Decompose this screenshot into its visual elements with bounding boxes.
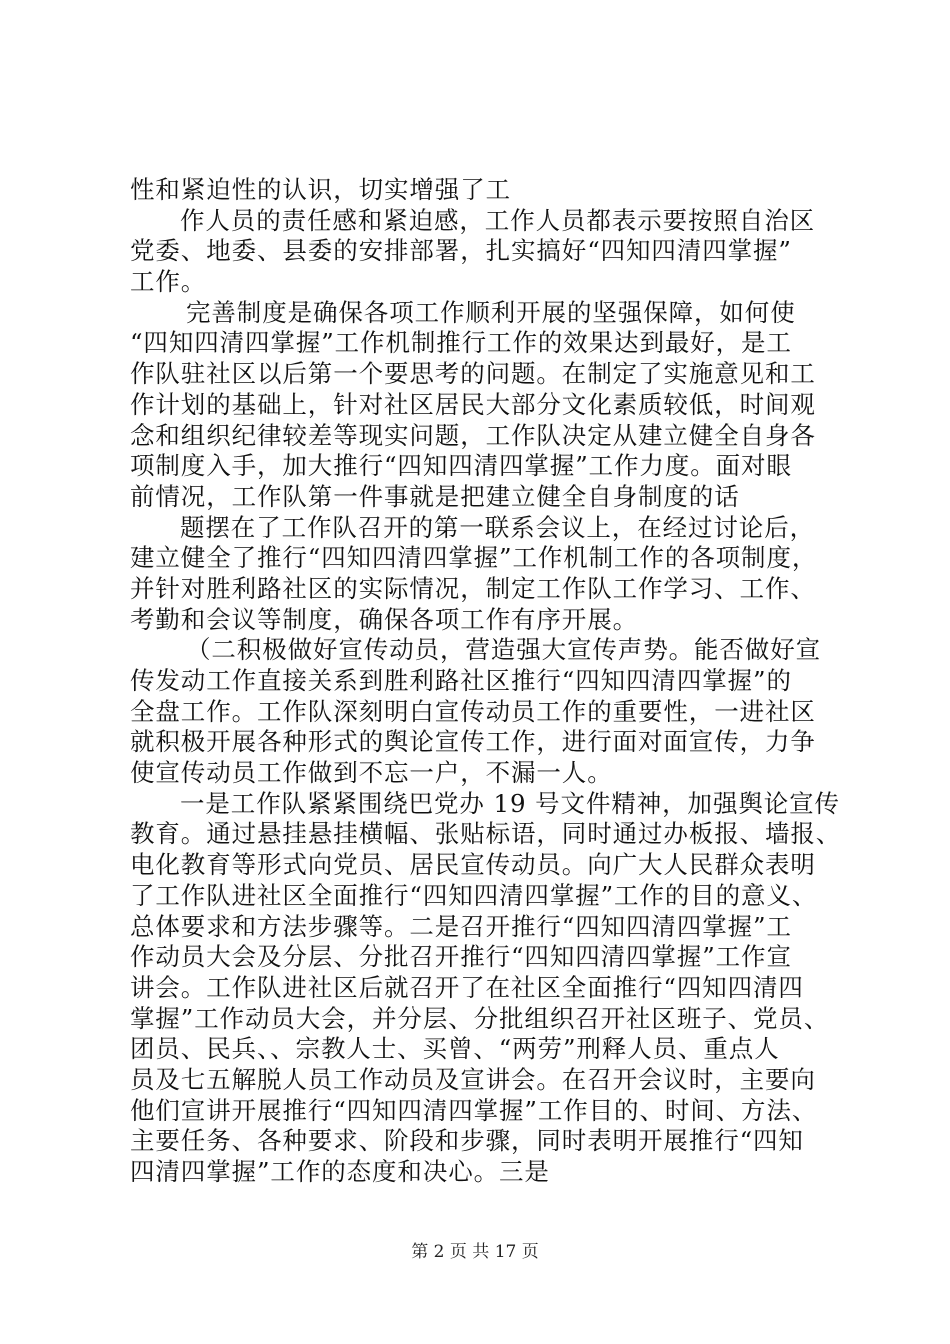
text-line: 性和紧迫性的认识，切实增强了工	[130, 175, 511, 204]
text-line: 电化教育等形式向党员、居民宣传动员。向广大人民群众表明	[130, 850, 816, 880]
text-line: 讲会。工作队进社区后就召开了在社区全面推行“四知四清四	[130, 972, 804, 1002]
text-line: 全盘工作。工作队深刻明白宣传动员工作的重要性，一进社区	[130, 696, 816, 726]
text-line: 使宣传动员工作做到不忘一户，不漏一人。	[130, 758, 613, 788]
text-line: 作队驻社区以后第一个要思考的问题。在制定了实施意见和工	[130, 359, 816, 389]
text-line: 总体要求和方法步骤等。二是召开推行“四知四清四掌握”工	[130, 911, 792, 941]
text-line: “四知四清四掌握”工作机制推行工作的效果达到最好，是工	[130, 328, 792, 358]
text-line: 主要任务、各种要求、阶段和步骤，同时表明开展推行“四知	[130, 1126, 804, 1156]
text-line: 项制度入手，加大推行“四知四清四掌握”工作力度。面对眼	[130, 451, 792, 481]
text-line: 前情况，工作队第一件事就是把建立健全自身制度的话	[130, 481, 740, 511]
text-line: 员及七五解脱人员工作动员及宣讲会。在召开会议时，主要向	[130, 1064, 816, 1094]
text-line: 党委、地委、县委的安排部署，扎实搞好“四知四清四掌握”	[130, 236, 792, 266]
text-line: 建立健全了推行“四知四清四掌握”工作机制工作的各项制度，	[130, 543, 818, 573]
text-line: 作计划的基础上，针对社区居民大部分文化素质较低，时间观	[130, 389, 816, 419]
text-line: 团员、民兵、、宗教人士、买曾、“两劳”刑释人员、重点人	[130, 1034, 780, 1064]
text-line: 掌握”工作动员大会，并分层、分批组织召开社区班子、党员、	[130, 1003, 830, 1033]
text-line: 题摆在了工作队召开的第一联系会议上，在经过讨论后，	[180, 512, 815, 542]
text-line: 教育。通过悬挂悬挂横幅、张贴标语，同时通过办板报、墙报、	[130, 819, 842, 849]
text-line: 作人员的责任感和紧迫感，工作人员都表示要按照自治区	[180, 205, 815, 235]
text-line: 了工作队进社区全面推行“四知四清四掌握”工作的目的意义、	[130, 880, 818, 910]
text-line: 一是工作队紧紧围绕巴党办 19 号文件精神，加强舆论宣传	[180, 788, 840, 818]
text-line: （二积极做好宣传动员，营造强大宣传声势。能否做好宣	[186, 635, 821, 665]
text-line: 就积极开展各种形式的舆论宣传工作，进行面对面宣传，力争	[130, 727, 816, 757]
text-line: 考勤和会议等制度，确保各项工作有序开展。	[130, 604, 638, 634]
document-body	[130, 175, 842, 1188]
text-line: 完善制度是确保各项工作顺利开展的坚强保障，如何使	[186, 297, 796, 327]
text-line: 他们宣讲开展推行“四知四清四掌握”工作目的、时间、方法、	[130, 1095, 818, 1125]
page-number-footer: 第 2 页 共 17 页	[411, 1242, 539, 1262]
text-line: 作动员大会及分层、分批召开推行“四知四清四掌握”工作宣	[130, 942, 792, 972]
text-line: 工作。	[130, 267, 207, 297]
text-line: 四清四掌握”工作的态度和决心。三是	[130, 1157, 550, 1186]
text-line: 并针对胜利路社区的实际情况，制定工作队工作学习、工作、	[130, 573, 816, 603]
text-line: 传发动工作直接关系到胜利路社区推行“四知四清四掌握”的	[130, 666, 792, 695]
text-line: 念和组织纪律较差等现实问题，工作队决定从建立健全自身各	[130, 420, 816, 450]
